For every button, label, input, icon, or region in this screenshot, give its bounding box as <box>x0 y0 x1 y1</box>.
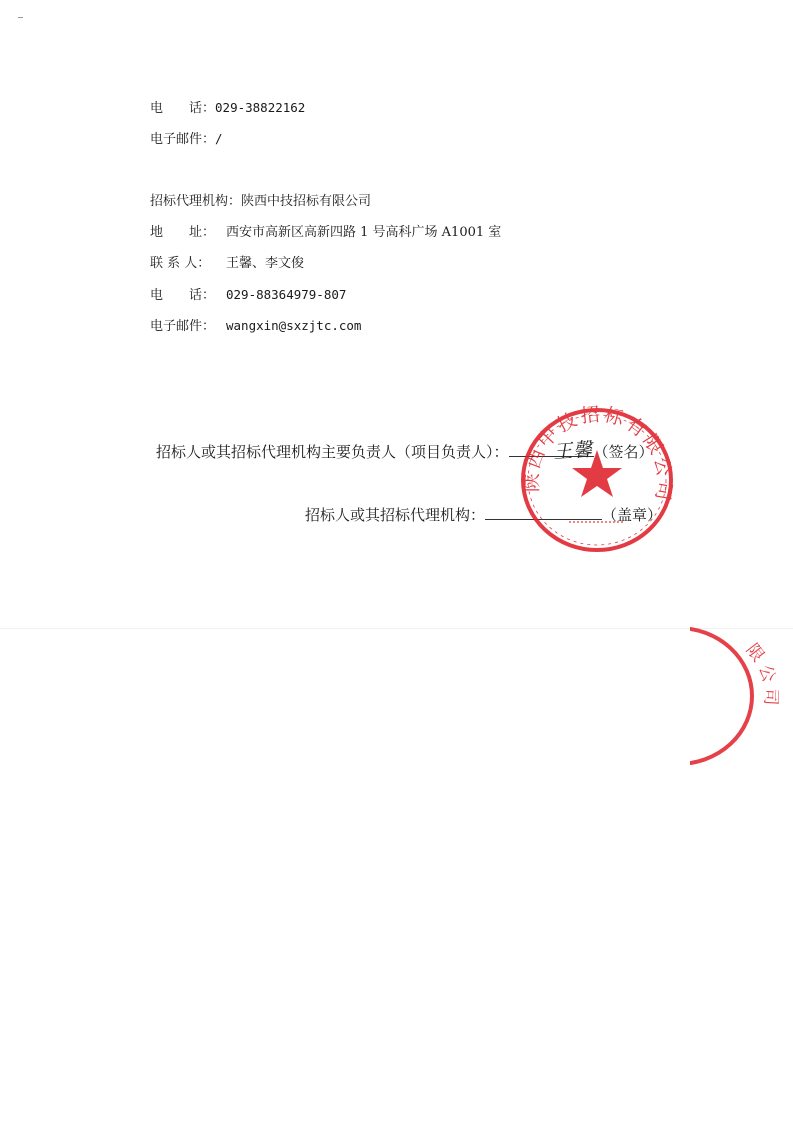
agency-email-row <box>150 317 361 336</box>
org-seal-label: 招标人或其招标代理机构： <box>305 506 486 524</box>
agency-contact-value: 王馨、李文俊 <box>226 256 305 271</box>
tenderer-email-label: 电子邮件： <box>150 132 216 147</box>
agency-address-row <box>150 224 501 242</box>
agency-name-label: 招标代理机构： <box>150 194 242 209</box>
scan-mark <box>18 17 23 18</box>
agency-contact-row <box>150 255 304 273</box>
scan-artifact-line <box>0 628 793 629</box>
handwritten-signature: 王馨 <box>552 438 594 464</box>
org-seal-suffix: （盖章） <box>602 506 663 524</box>
tenderer-phone-label: 电 话： <box>150 101 216 116</box>
tenderer-phone-value: 029-38822162 <box>215 100 306 115</box>
tenderer-phone-row <box>150 99 305 118</box>
agency-address-label: 地 址： <box>150 225 216 240</box>
head-signature-suffix: （签名） <box>593 443 654 461</box>
agency-email-label: 电子邮件： <box>150 319 216 334</box>
seal-ring-text: 陕西中技招标有限公司 <box>520 404 676 505</box>
head-signature-label: 招标人或其招标代理机构主要负责人（项目负责人）： <box>156 443 509 461</box>
agency-name-value: 陕西中技招标有限公司 <box>241 194 372 209</box>
agency-phone-label: 电 话： <box>150 288 216 303</box>
agency-contact-label: 联 系 人： <box>150 256 211 271</box>
partial-seal-text: 限公司 <box>741 640 781 711</box>
tenderer-email-value: / <box>215 131 223 146</box>
agency-name-row <box>150 193 371 211</box>
agency-phone-value: 029-88364979-807 <box>226 287 347 302</box>
agency-address-value: 西安市高新区高新四路 1 号高科广场 A1001 室 <box>226 225 502 240</box>
tenderer-email-row <box>150 130 223 149</box>
agency-phone-row <box>150 286 346 305</box>
partial-seal-stamp <box>690 620 793 765</box>
agency-email-value: wangxin@sxzjtc.com <box>226 318 362 333</box>
company-seal-stamp <box>517 404 677 554</box>
